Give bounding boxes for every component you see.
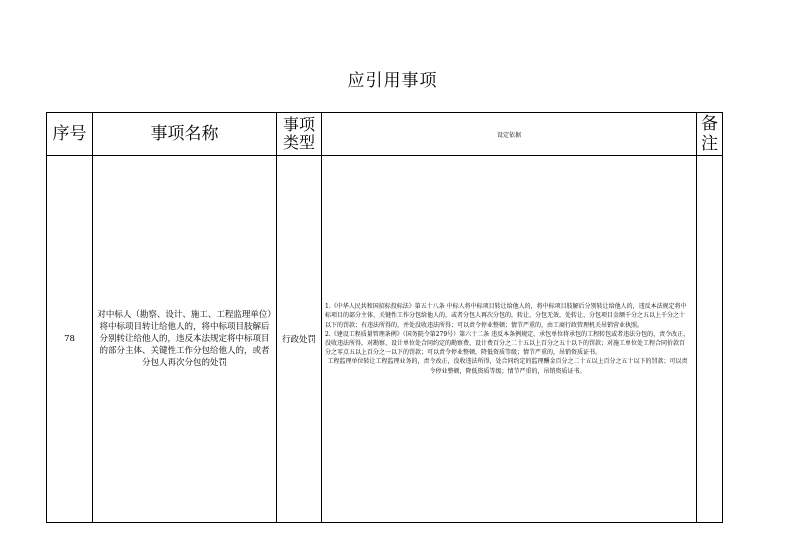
header-type: 事项类型 [277,113,322,156]
table-header-row [47,113,723,156]
cell-seq: 78 [47,156,93,523]
header-name: 事项名称 [93,113,277,156]
header-seq: 序号 [47,113,93,156]
page-title: 应引用事项 [347,71,438,91]
basis-paragraph-3: 工程监理单位转让工程监理业务的，责令改正，没收违法所得，处合同约定的监理酬金百分之二十五以上百分之五十以下的罚款；可以责令停业整顿，降低资质等级；情节严重的，吊销资质证书。 [327,358,688,375]
basis-paragraph-1: 1.《中华人民共和国招标投标法》第五十八条 中标人将中标项目转让给他人的，将中标项目肢解后分别转让给他人的，违反本法规定将中标项目的部分主体、关键性工作分包给他人的，或者分包人再次分包的，转让、分包无效，处转让、分包项目金额千分之五以上千分之十以下的罚款；有违法所得的，并处没收违法所得；可以责令停业整顿；情节严重的，由工商行政管理机关吊销营业执照。 [325,303,687,329]
header-basis: 设定依据 [322,113,697,156]
cell-type: 行政处罚 [277,156,322,523]
basis-paragraph-2: 2.《建设工程质量管理条例》（国务院令第279号）第六十二条 违反本条例规定，承包单位将承包的工程转包或者违法分包的，责令改正，没收违法所得，对勘察、设计单位处合同约定的勘察费、设计费百分之二十五以上百分之五十以下的罚款；对施工单位处工程合同价款百分之零点五以上百分之一以下的罚款；可以责令停业整顿，降低资质等级；情节严重的，吊销资质证书。 [325,330,690,357]
header-note: 备注 [697,113,723,156]
cell-basis [322,156,697,523]
cell-name: 对中标人（勘察、设计、施工、工程监理单位）将中标项目转让给他人的，将中标项目肢解后分别转让给他人的，违反本法规定将中标项目的部分主体、关键性工作分包给他人的，或者分包人再次分包的处罚 [93,156,277,523]
cell-note [697,156,723,523]
table-row [47,156,723,523]
items-table [46,112,723,523]
